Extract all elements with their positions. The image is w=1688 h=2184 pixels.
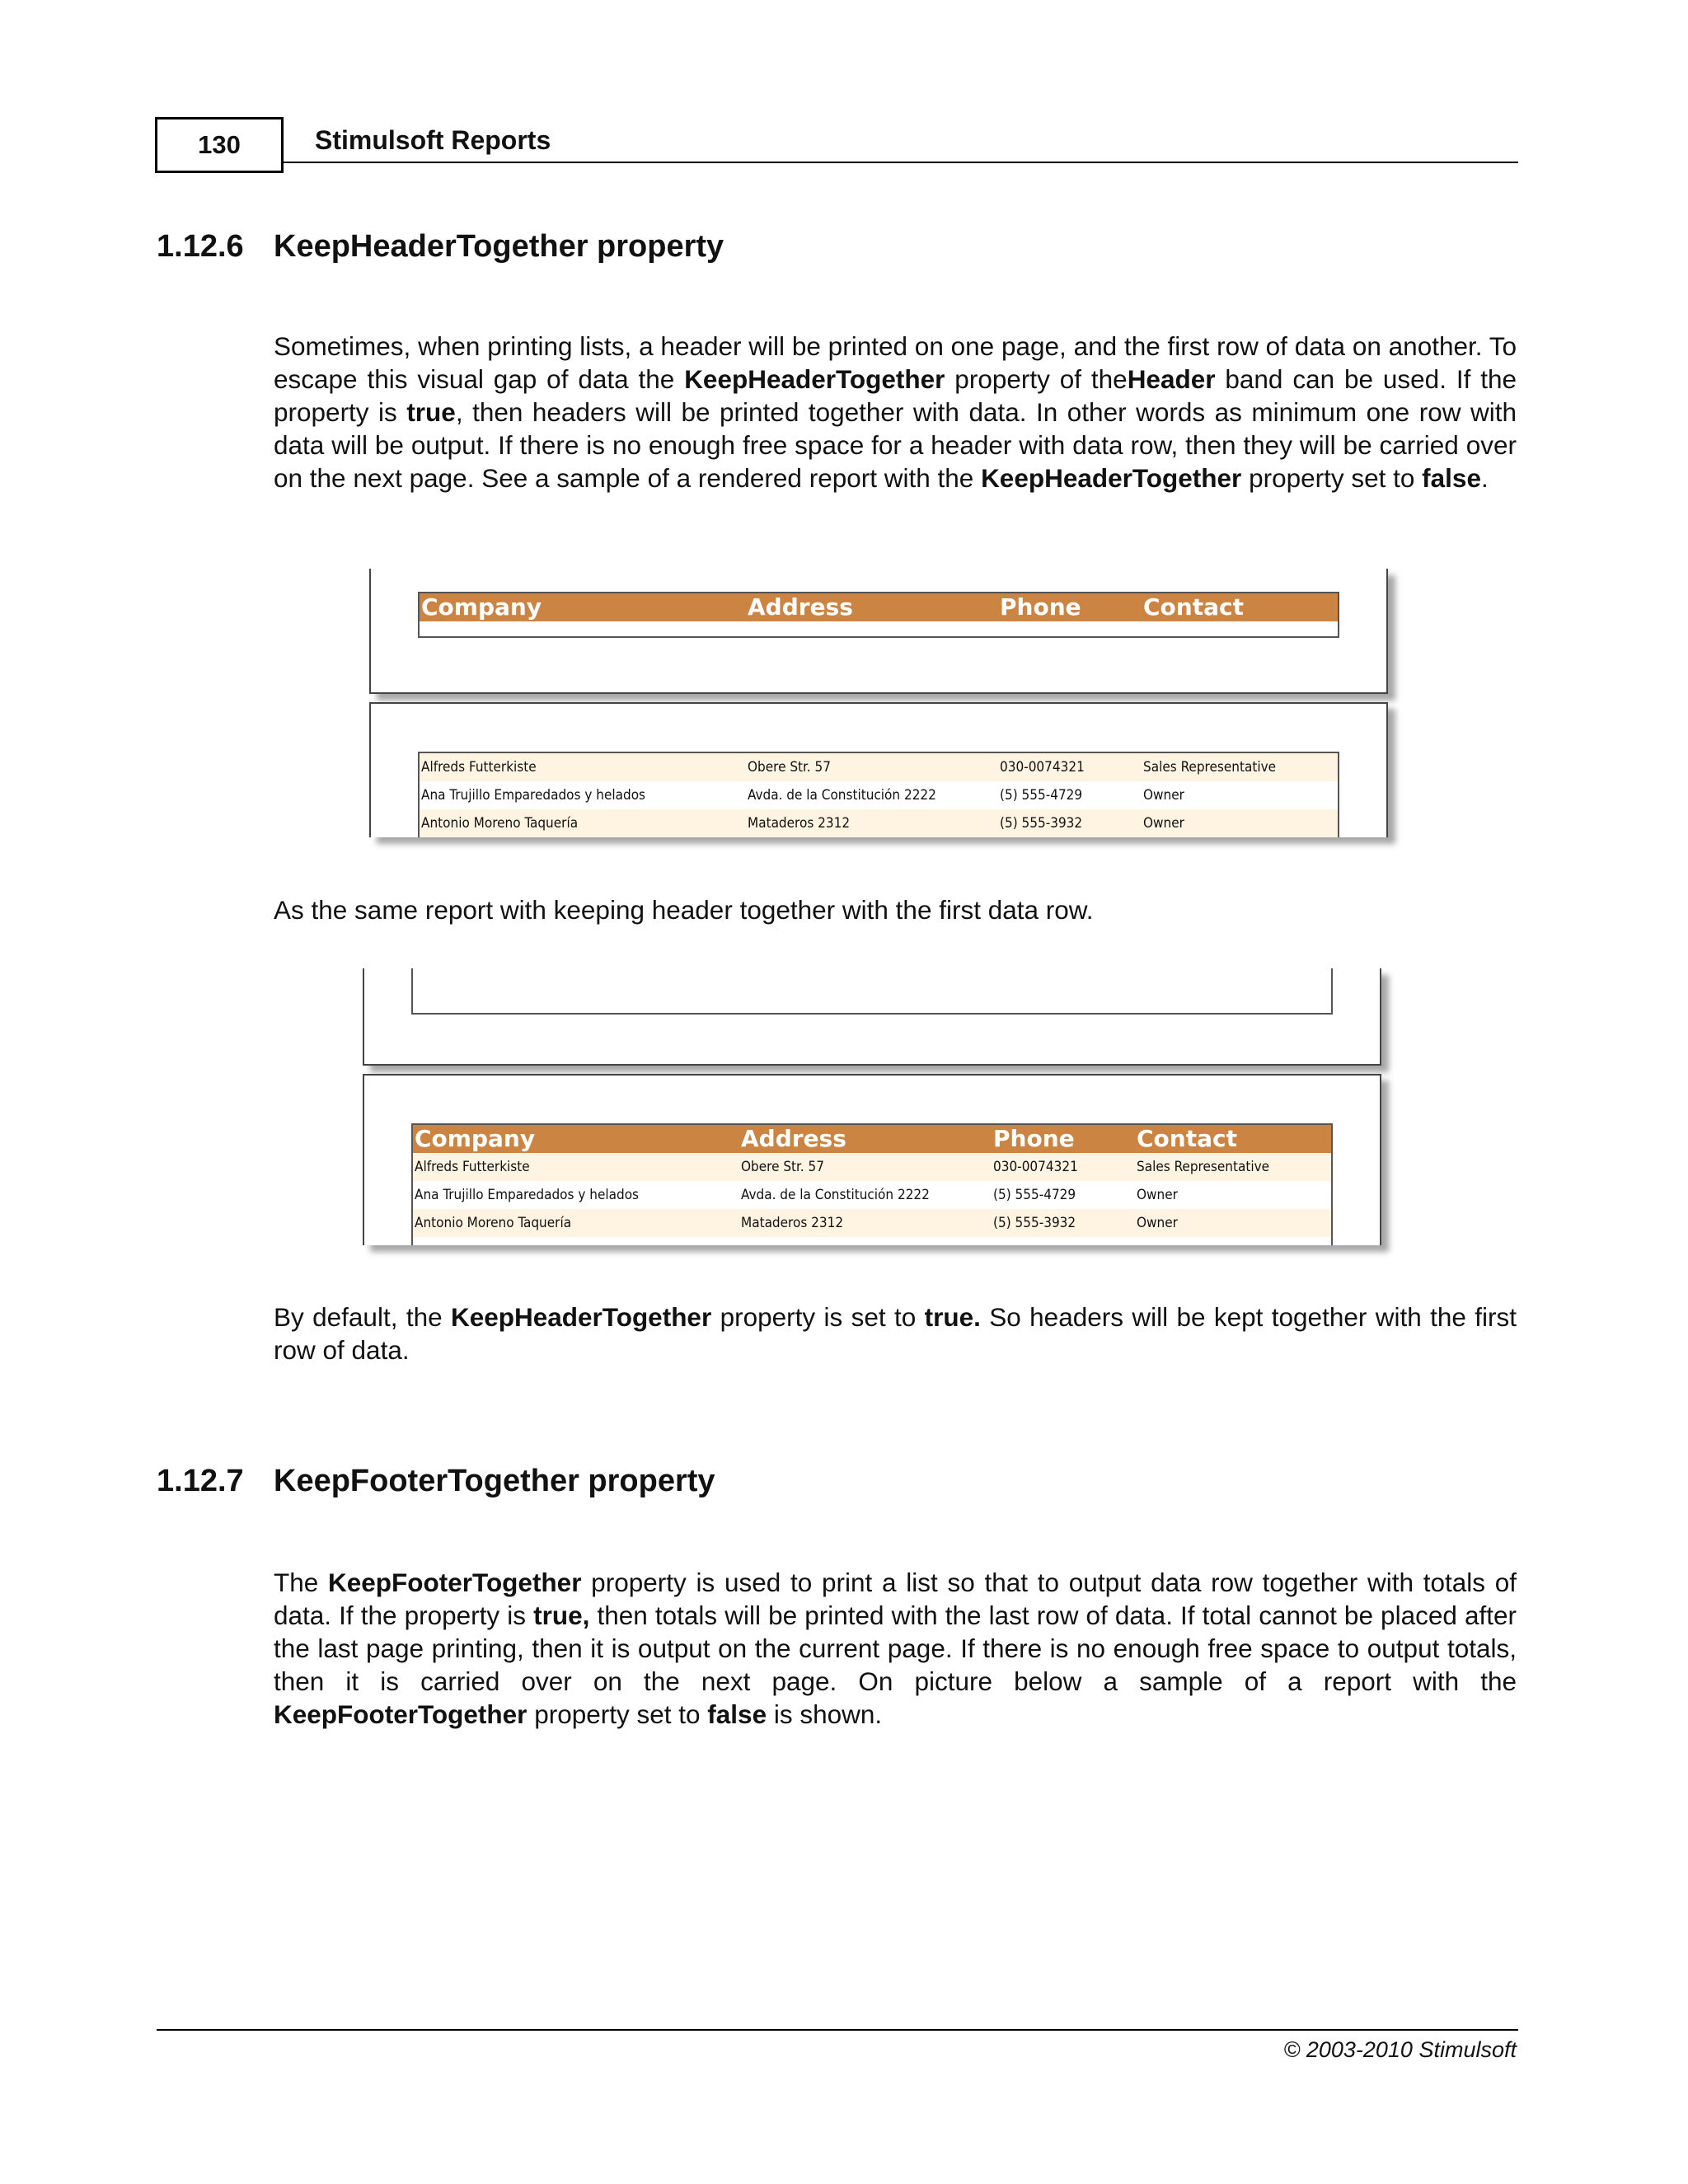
- page-number-box: [155, 117, 284, 173]
- table-row: [413, 1153, 1331, 1181]
- running-header-title: Stimulsoft Reports: [315, 125, 551, 155]
- table-row: [413, 1181, 1331, 1209]
- footer-rule: [157, 2029, 1518, 2031]
- cell-address: Avda. de la Constitución 2222: [748, 787, 936, 804]
- cell-phone: 030-0074321: [1000, 759, 1085, 776]
- bold-term: KeepFooterTogether: [328, 1568, 582, 1597]
- cell-contact: Sales Representative: [1137, 1159, 1270, 1175]
- header-cell-company: Company: [421, 593, 542, 621]
- cell-address: Mataderos 2312: [741, 1215, 844, 1231]
- bold-term: true,: [533, 1601, 590, 1630]
- text-run: property is used to print a list so that to output data row together with totals of data. If the property is: [274, 1568, 1517, 1630]
- bold-term: KeepHeaderTogether: [684, 364, 945, 394]
- report-table-header-only: [418, 592, 1339, 638]
- bold-term: false: [707, 1699, 767, 1729]
- cell-address: Obere Str. 57: [741, 1159, 824, 1175]
- bold-term: KeepHeaderTogether: [450, 1302, 712, 1332]
- table-row: [420, 809, 1338, 837]
- cell-company: Ana Trujillo Emparedados y helados: [415, 1187, 640, 1203]
- cell-company: Alfreds Futterkiste: [415, 1159, 530, 1175]
- header-cell-company: Company: [415, 1125, 536, 1152]
- header-cell-phone: Phone: [1000, 593, 1081, 621]
- section-title: KeepHeaderTogether property: [274, 229, 724, 264]
- section-heading-keepfootertogether: [157, 1464, 715, 1499]
- report-table-empty-tail: [411, 968, 1333, 1015]
- text-run: The: [274, 1568, 329, 1597]
- report-table-data: [418, 752, 1339, 837]
- header-cell-phone: Phone: [993, 1125, 1075, 1152]
- report-page-2: [369, 702, 1388, 837]
- cell-address: Avda. de la Constitución 2222: [741, 1187, 930, 1203]
- header-cell-contact: Contact: [1143, 593, 1244, 621]
- cell-contact: Owner: [1143, 815, 1184, 832]
- report-table-with-header: [411, 1123, 1333, 1245]
- text-run: then totals will be printed with the last row of data. If total cannot be placed after the last page printing, then it is output on the current page. If there is no enough free space to output totals, then it is carried over on the next page. On picture below a sample of a report with the: [274, 1601, 1517, 1696]
- bold-term: Header: [1127, 364, 1216, 394]
- text-run: is shown.: [767, 1699, 883, 1729]
- cell-phone: (5) 555-3932: [993, 1215, 1076, 1231]
- cell-contact: Owner: [1143, 787, 1184, 804]
- table-row: [413, 1209, 1331, 1237]
- cell-contact: Owner: [1137, 1187, 1178, 1203]
- cell-phone: (5) 555-4729: [1000, 787, 1083, 804]
- text-run: By default, the: [274, 1302, 451, 1332]
- text-run: band can be used. If the property is: [274, 364, 1517, 427]
- text-run: So headers will be kept together with the first row of data.: [274, 1302, 1517, 1365]
- header-rule: [284, 162, 1518, 163]
- report-header-band: [413, 1125, 1331, 1153]
- cell-address: Obere Str. 57: [748, 759, 831, 776]
- cell-contact: Owner: [1137, 1215, 1178, 1231]
- text-run: , then headers will be printed together with data. In other words as minimum one row with data will be output. If there is no enough free space for a header with data row, then they will be carried over on the next page. See a sample of a rendered report with the: [274, 397, 1517, 493]
- text-run: Sometimes, when printing lists, a header will be printed on one page, and the first row of data on another. To escape this visual gap of data the: [274, 331, 1517, 394]
- cell-company: Ana Trujillo Emparedados y helados: [421, 787, 646, 804]
- report-page-2: [363, 1074, 1381, 1245]
- cell-phone: 030-0074321: [993, 1159, 1078, 1175]
- bold-term: KeepFooterTogether: [274, 1699, 528, 1729]
- section-heading-keepheadertogether: [157, 229, 724, 265]
- section-title: KeepFooterTogether property: [274, 1464, 715, 1498]
- figure-header-kept: [363, 968, 1385, 1249]
- cell-contact: Sales Representative: [1143, 759, 1277, 776]
- bold-term: true: [406, 397, 456, 427]
- header-cell-contact: Contact: [1137, 1125, 1237, 1152]
- paragraph-kept-sample: As the same report with keeping header together with the first data row.: [274, 895, 1094, 925]
- bold-term: false: [1422, 463, 1481, 493]
- report-page-1: [369, 569, 1388, 694]
- text-run: .: [1480, 463, 1489, 493]
- bold-term: true.: [924, 1302, 981, 1332]
- figure-header-not-kept: [369, 569, 1391, 841]
- text-run: property set to: [1241, 463, 1423, 493]
- bold-term: KeepHeaderTogether: [981, 463, 1242, 493]
- paragraph-default: [274, 1301, 1517, 1366]
- cell-company: Alfreds Futterkiste: [421, 759, 537, 776]
- cell-company: Antonio Moreno Taquería: [421, 815, 579, 832]
- cell-phone: (5) 555-3932: [1000, 815, 1083, 832]
- cell-company: Antonio Moreno Taquería: [415, 1215, 572, 1231]
- text-run: property set to: [527, 1699, 708, 1729]
- header-cell-address: Address: [748, 593, 853, 621]
- paragraph-footer-intro: [274, 1566, 1517, 1731]
- text-run: property of the: [945, 364, 1128, 394]
- section-number: 1.12.6: [157, 229, 244, 264]
- footer-copyright: © 2003-2010 Stimulsoft: [1283, 2037, 1517, 2062]
- table-row: [420, 781, 1338, 809]
- paragraph-intro: [274, 330, 1517, 494]
- table-row: [420, 753, 1338, 781]
- section-number: 1.12.7: [157, 1464, 244, 1498]
- page-number: 130: [198, 130, 241, 159]
- text-run: property is set to: [711, 1302, 925, 1332]
- report-header-band: [420, 593, 1338, 621]
- cell-address: Mataderos 2312: [748, 815, 851, 832]
- report-page-1: [363, 968, 1381, 1066]
- cell-phone: (5) 555-4729: [993, 1187, 1076, 1203]
- header-cell-address: Address: [741, 1125, 846, 1152]
